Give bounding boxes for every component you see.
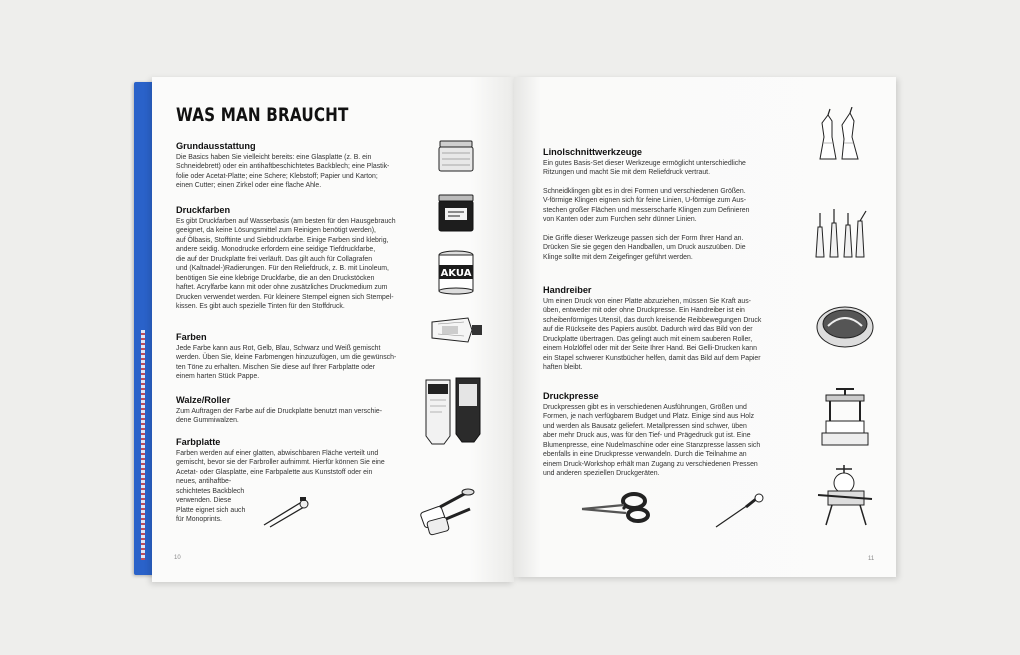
etching-press-icon: [814, 465, 876, 527]
right-page: [514, 77, 896, 577]
ink-tin-icon: [436, 193, 476, 233]
baren-icon: [814, 302, 876, 352]
section-linolschnittwerkzeuge: [543, 147, 749, 262]
scissors-icon: [580, 491, 654, 525]
akua-ink-jar-icon: [436, 249, 476, 295]
section-walze-roller: [176, 395, 382, 426]
bookmark-ribbon: [141, 330, 145, 560]
section-druckfarben: [176, 205, 396, 312]
section-heading: Walze/Roller: [176, 395, 231, 405]
section-text: Um einen Druck von einer Platte abzuziehen, müssen Sie Kraft aus- üben, entweder mit oder ohne Druckpresse. Ein Handreiber ist ein scheibenförmiges Utensil, das durch kreisende Reibbewegungen Druck auf die Rückseite des Papiers ausübt. Dadurch wird das Bild von der Druckplatte übertragen. Das gelingt auch mit einem sauberen Roller, einem Holzlöffel oder mit der Seite Ihrer Hand. Bei Gelli-Drucken kann ein Stapel schwerer Kunstbücher helfen, damit das Bild auf dem Papier haften bleibt.: [543, 298, 762, 372]
section-heading: Linolschnittwerkzeuge: [543, 147, 643, 157]
section-heading: Farben: [176, 332, 207, 342]
section-heading: Handreiber: [543, 285, 592, 295]
svg-text:AKUA: AKUA: [440, 268, 472, 279]
ink-tubes-icon: [422, 374, 484, 448]
paint-tube-icon: [428, 314, 486, 346]
section-grundausstattung: [176, 141, 389, 191]
section-text: Farben werden auf einer glatten, abwischbaren Fläche verteilt und gemischt, bevor sie der Farbroller aufnimmt. Hierfür können Sie eine Acetat- oder Glasplatte, eine Farbpalette aus Kunststoff oder ein neues, antihaftbe- schichtetes Backblech verwenden. Diese Platte eignet sich auch für Monoprints.: [176, 450, 385, 524]
page-title: WAS MAN BRAUCHT: [176, 104, 349, 126]
section-heading: Druckfarben: [176, 205, 231, 215]
section-heading: Druckpresse: [543, 391, 599, 401]
section-text: Die Basics haben Sie vielleicht bereits: eine Glasplatte (z. B. ein Schneidebrett) oder ein antihaftbeschichtetes Backblech; eine Plastik- folie oder Acetat-Platte; eine Schere; Klebstoff; Papier und Karton; einen Cutter; einen Zirkel oder eine flache Ahle.: [176, 154, 390, 190]
page-number: 10: [174, 555, 181, 561]
section-text: Druckpressen gibt es in verschiedenen Ausführungen, Größen und Formen, je nach verfügbarem Budget und Platz. Einige sind aus Holz und werden als Bausatz geliefert. Metallpressen sind schwer, üben aber mehr Druck aus, was für den Tief- und Prägedruck gut ist. Eine Blumenpresse, eine Nudelmaschine oder eine Stanzpresse lassen sich ebenfalls in eine Druckpresse verwandeln. Durch die Teilnahme an einem Druck-Workshop erhält man Zugang zu verschiedenen Pressen und anderen speziellen Druckgeräten.: [543, 404, 761, 478]
section-heading: Farbplatte: [176, 437, 221, 447]
section-text: Die Griffe dieser Werkzeuge passen sich der Form Ihrer Hand an. Drücken Sie sie gegen den Handballen, um Druck auszuüben. Die Klinge sollte mit dem Zeigefinger geführt werden.: [543, 234, 746, 261]
glass-jar-icon: [436, 139, 476, 173]
section-text: Es gibt Druckfarben auf Wasserbasis (am besten für den Hausgebrauch geeignet, da keine Lösungsmittel zum Reinigen benötigt werden), auf Ölbasis, Stofftinte und Siebdruckfarbe. Einige Farben sind klebrig, andere seidig. Monodrucke erfordern eine seidige Tiefdruckfarbe, die auf der Druckplatte frei verläuft. Das gilt auch für Collagrafen und (Kaltnadel-)Radierungen. Für den Reliefdruck, z. B. mit Linoleum, benötigen Sie eine klebrige Druckfarbe, die an den Druckstöcken haftet. Acrylfarbe kann mit oder ohne zusätzliches Druckmedium zum Drucken verwendet werden. Für kleinere Stempel eignen sich Stempel- kissen. Es gibt auch spezielle Tinten für den Stoffdruck.: [176, 218, 396, 311]
page-number: 11: [868, 556, 875, 562]
awl-icon: [712, 493, 766, 531]
hands-holding-tool-icon: [814, 107, 866, 163]
section-text: Schneidklingen gibt es in drei Formen und verschiedenen Größen. V-förmige Klingen eignen sich für feine Linien, U-förmige zum Aus- stechen großer Flächen und messerscharfe Klingen zum Definieren von Kanten oder zum Furchen sehr dünner Linien.: [543, 187, 750, 224]
compass-icon: [260, 495, 314, 529]
section-text: Ein gutes Basis-Set dieser Werkzeuge ermöglicht unterschiedliche Ritzungen und macht Sie mit dem Reliefdruck vertraut.: [543, 160, 746, 177]
section-farben: [176, 332, 396, 382]
left-page: [152, 77, 514, 582]
section-text: Jede Farbe kann aus Rot, Gelb, Blau, Schwarz und Weiß gemischt werden. Üben Sie, kleine Farbmengen hinzuzufügen, um die gewünsch- ten Töne zu erhalten. Mischen Sie diese auf Ihrer Farbplatte oder einem harten Stück Pappe.: [176, 345, 397, 381]
section-druckpresse: [543, 391, 760, 479]
brayer-rollers-icon: [414, 487, 478, 539]
section-handreiber: [543, 285, 761, 373]
section-heading: Grundausstattung: [176, 141, 256, 151]
section-text: Zum Auftragen der Farbe auf die Druckplatte benutzt man verschie- dene Gummiwalzen.: [176, 408, 383, 425]
book-press-icon: [818, 387, 872, 449]
lino-cutters-icon: [810, 207, 870, 259]
